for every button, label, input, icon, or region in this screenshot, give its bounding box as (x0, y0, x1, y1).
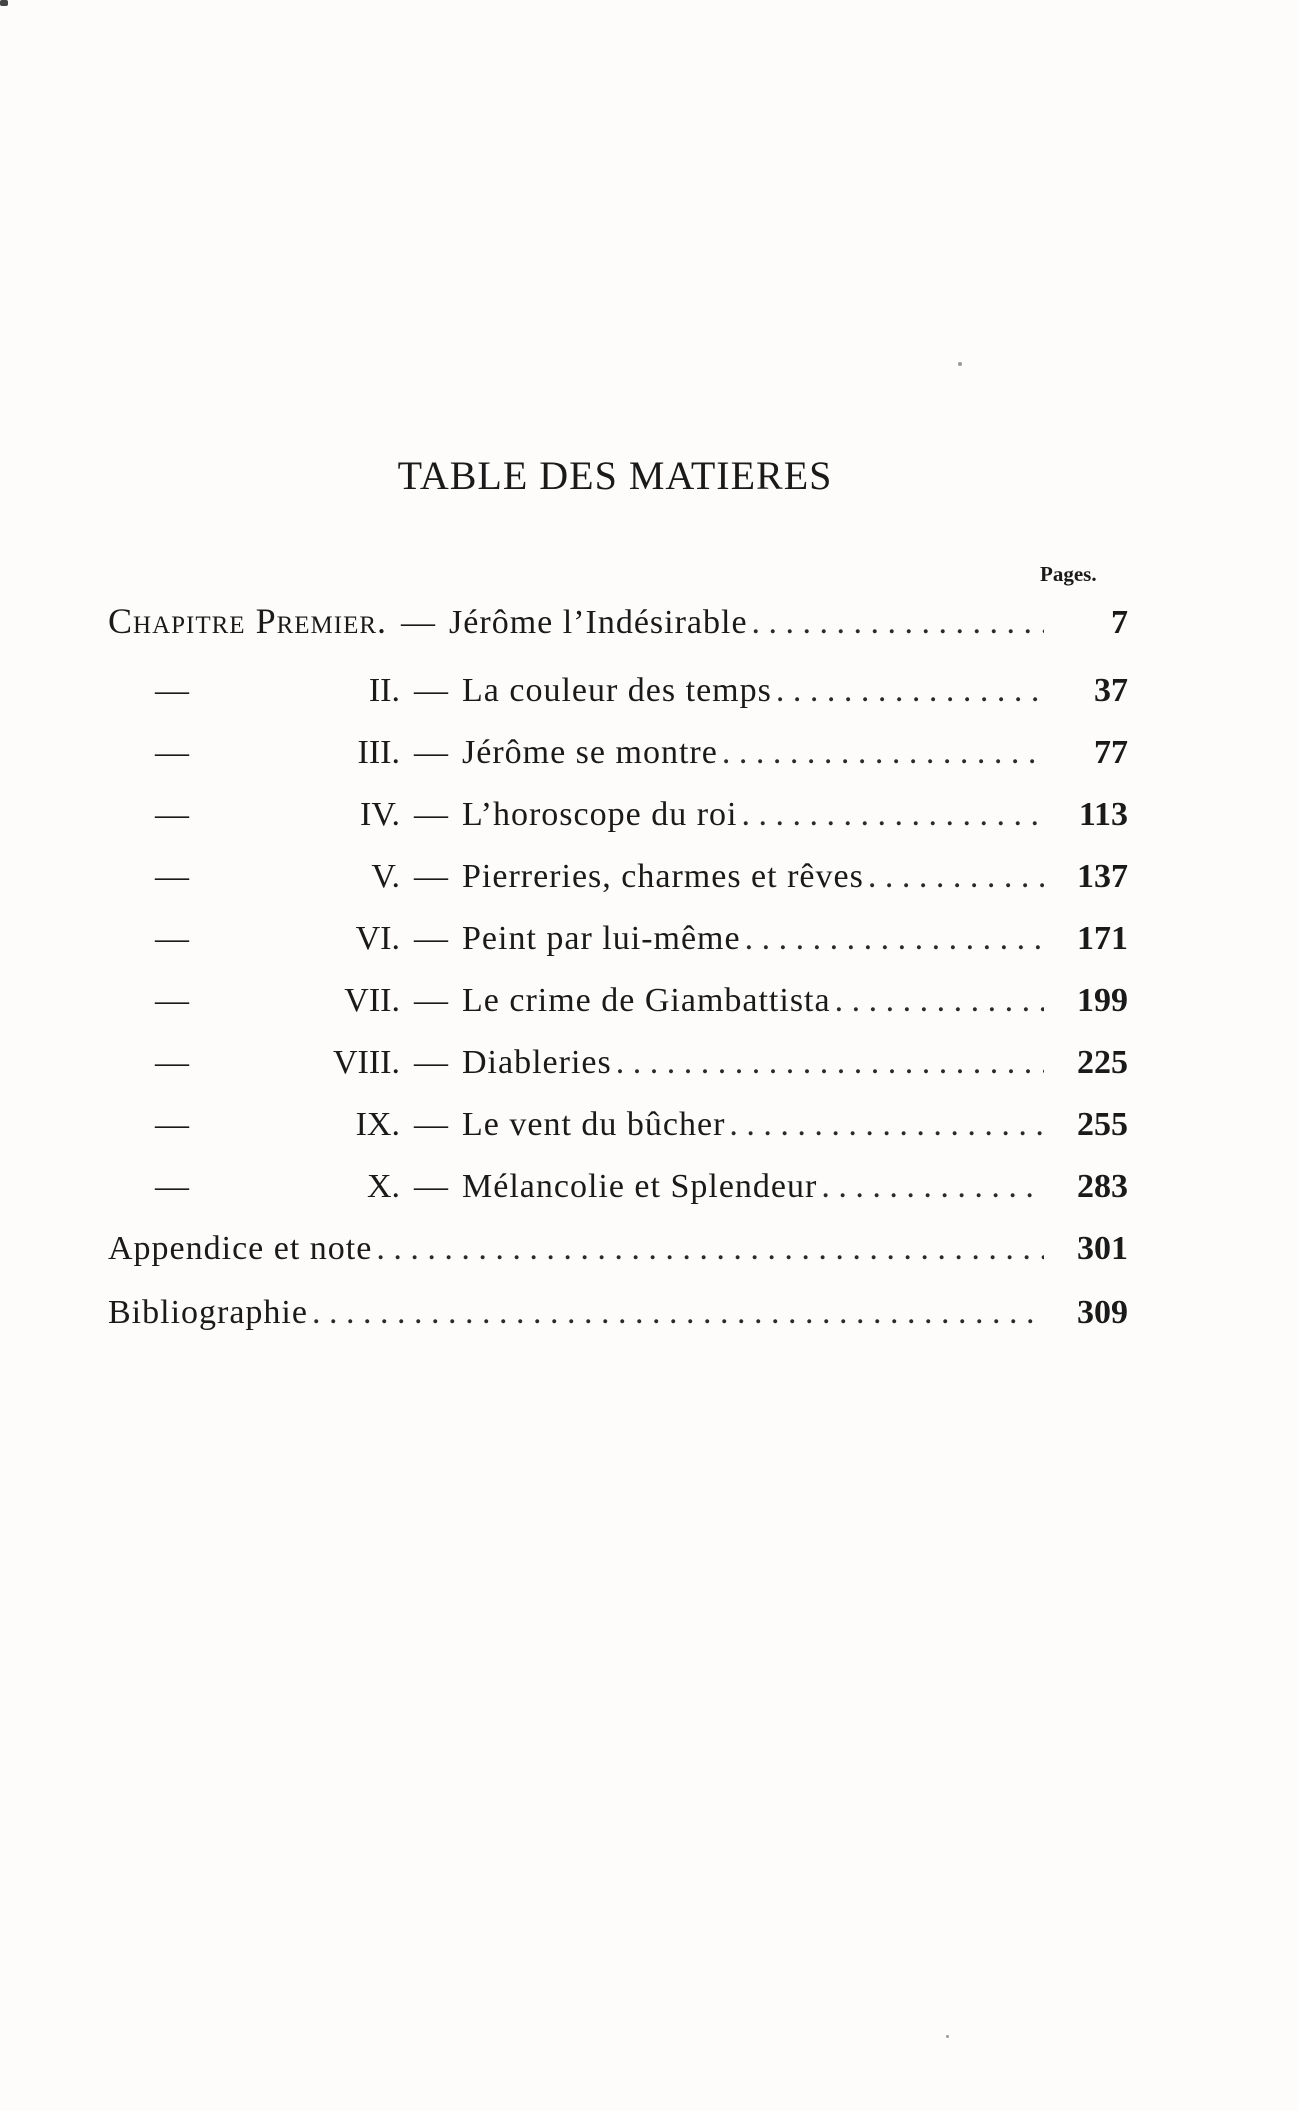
table-of-contents (108, 600, 1128, 1358)
chapter-numeral: IX. (355, 1106, 400, 1143)
dot-leader (312, 1294, 1044, 1332)
toc-entry-chapter-4 (108, 796, 1128, 858)
entry-dash: — (414, 1168, 448, 1205)
dot-leader (616, 1044, 1044, 1082)
dot-leader (868, 858, 1044, 896)
entry-page-number: 309 (1077, 1294, 1128, 1331)
entry-title: Diableries (462, 1044, 612, 1081)
toc-entry-chapter-9 (108, 1106, 1128, 1168)
entry-title: Appendice et note (108, 1230, 373, 1267)
entry-title: Le vent du bûcher (462, 1106, 726, 1143)
entry-dash: — (414, 1106, 448, 1143)
paper-speck (946, 2035, 949, 2038)
entry-page-number: 199 (1077, 982, 1128, 1019)
ditto-dash: — (155, 982, 189, 1019)
chapter-label: Chapitre Premier. (108, 601, 388, 641)
entry-page-number: 7 (1111, 604, 1128, 641)
chapter-numeral: V. (371, 858, 400, 895)
entry-dash: — (414, 1044, 448, 1081)
entry-dash: — (414, 920, 448, 957)
ditto-dash: — (155, 734, 189, 771)
entry-page-number: 37 (1094, 672, 1128, 709)
chapter-numeral: VII. (344, 982, 400, 1019)
paper-speck (958, 362, 962, 366)
dot-leader (741, 796, 1044, 834)
entry-title: Bibliographie (108, 1294, 308, 1331)
entry-title: Peint par lui-même (462, 920, 741, 957)
chapter-numeral: II. (368, 672, 400, 709)
entry-page-number: 113 (1078, 796, 1128, 833)
dot-leader (722, 734, 1044, 772)
dot-leader (821, 1168, 1044, 1206)
entry-title: Le crime de Giambattista (462, 982, 831, 1019)
entry-page-number: 283 (1077, 1168, 1128, 1205)
toc-entry-chapter-10 (108, 1168, 1128, 1230)
ditto-dash: — (155, 796, 189, 833)
entry-page-number: 225 (1077, 1044, 1128, 1081)
toc-entry-chapter-7 (108, 982, 1128, 1044)
entry-dash: — (414, 982, 448, 1019)
chapter-numeral: X. (366, 1168, 400, 1205)
toc-entry-chapter-5 (108, 858, 1128, 920)
entry-dash: — (401, 604, 436, 641)
chapter-numeral: IV. (360, 796, 400, 833)
entry-page-number: 137 (1077, 858, 1128, 895)
entry-page-number: 77 (1094, 734, 1128, 771)
entry-title: Pierreries, charmes et rêves (462, 858, 864, 895)
dot-leader (376, 1230, 1044, 1268)
entry-title: Jérôme se montre (462, 734, 718, 771)
dot-leader (752, 604, 1044, 642)
dot-leader (776, 672, 1044, 710)
dot-leader (835, 982, 1044, 1020)
toc-entry-appendix (108, 1230, 1128, 1294)
dot-leader (745, 920, 1044, 958)
ditto-dash: — (155, 1168, 189, 1205)
entry-page-number: 255 (1077, 1106, 1128, 1143)
entry-page-number: 301 (1077, 1230, 1128, 1267)
entry-dash: — (414, 672, 448, 709)
ditto-dash: — (155, 672, 189, 709)
entry-title: Mélancolie et Splendeur (462, 1168, 818, 1205)
toc-entry-chapter-2 (108, 672, 1128, 734)
entry-dash: — (414, 858, 448, 895)
entry-page-number: 171 (1077, 920, 1128, 957)
ditto-dash: — (155, 920, 189, 957)
ditto-dash: — (155, 858, 189, 895)
entry-dash: — (414, 734, 448, 771)
chapter-numeral: VIII. (332, 1044, 400, 1081)
pages-column-label: Pages. (1040, 562, 1097, 586)
page-title: TABLE DES MATIERES (397, 453, 833, 498)
entry-title: Jérôme l’Indésirable (449, 604, 748, 641)
entry-dash: — (414, 796, 448, 833)
paper-corner-mark (0, 0, 8, 6)
ditto-dash: — (155, 1044, 189, 1081)
chapter-numeral: VI. (355, 920, 400, 957)
entry-title: La couleur des temps (462, 672, 772, 709)
toc-entry-chapter-1 (108, 600, 1128, 672)
chapter-numeral: III. (357, 734, 400, 771)
toc-entry-chapter-8 (108, 1044, 1128, 1106)
ditto-dash: — (155, 1106, 189, 1143)
dot-leader (729, 1106, 1044, 1144)
toc-entry-chapter-3 (108, 734, 1128, 796)
toc-entry-chapter-6 (108, 920, 1128, 982)
entry-title: L’horoscope du roi (462, 796, 738, 833)
toc-entry-bibliography (108, 1294, 1128, 1358)
